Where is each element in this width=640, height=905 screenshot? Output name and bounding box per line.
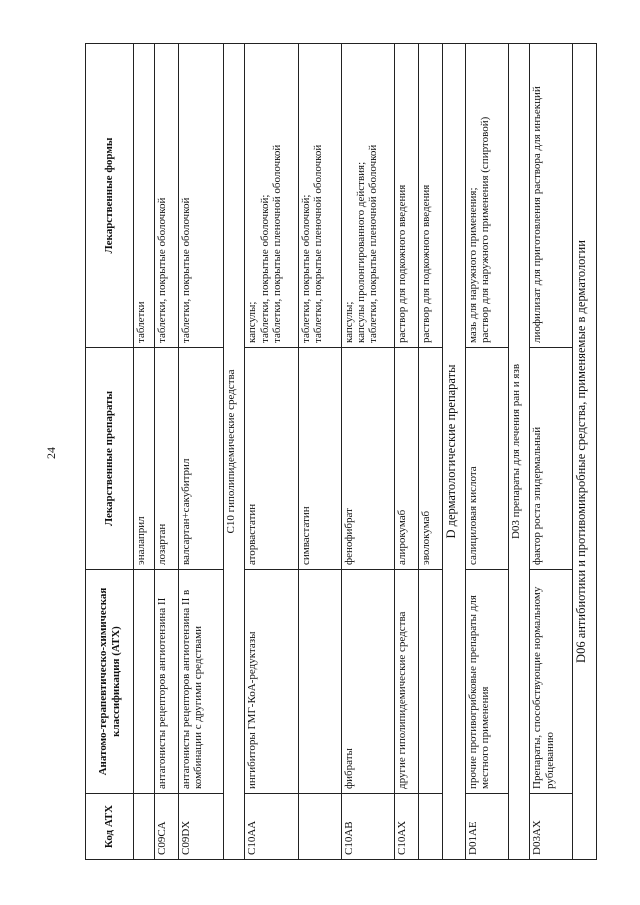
dosage-forms: раствор для подкожного введения	[395, 44, 419, 348]
table-row	[530, 44, 573, 860]
dosage-forms: раствор для подкожного введения	[419, 44, 443, 348]
atc-classification: прочие противогрибковые препараты для местного применения	[466, 570, 509, 794]
dosage-forms: капсулы; капсулы пролонгированного действия; таблетки, покрытые пленочной оболочкой	[341, 44, 395, 348]
atc-classification: антагонисты рецепторов ангиотензина II	[155, 570, 179, 794]
dosage-forms: лиофилизат для приготовления раствора для инъекций	[530, 44, 573, 348]
atc-table	[85, 43, 597, 860]
atc-code: C09CA	[155, 794, 179, 860]
atc-classification: фибраты	[341, 570, 395, 794]
atc-code: C09DX	[179, 794, 224, 860]
section-row	[224, 44, 245, 860]
atc-classification: ингибиторы ГМГ-КоА-редуктазы	[245, 570, 299, 794]
atc-code: C10AX	[395, 794, 419, 860]
atc-code: C10AB	[341, 794, 395, 860]
atc-classification	[419, 570, 443, 794]
section-heading: D06 антибиотики и противомикробные средства, применяемые в дерматологии	[573, 44, 597, 860]
dosage-forms: таблетки, покрытые оболочкой	[179, 44, 224, 348]
atc-code	[299, 794, 342, 860]
dosage-forms: капсулы; таблетки, покрытые оболочкой; таблетки, покрытые пленочной оболочкой	[245, 44, 299, 348]
atc-code	[419, 794, 443, 860]
drug-name: валсартан+сакубитрил	[179, 348, 224, 570]
page-number: 24	[43, 447, 58, 459]
header-classification: Анатомо-терапевтическо-химическая классификация (АТХ)	[86, 570, 134, 794]
section-heading: D03 препараты для лечения ран и язв	[509, 44, 530, 860]
header-code: Код АТХ	[86, 794, 134, 860]
section-row	[509, 44, 530, 860]
drug-name: эволокумаб	[419, 348, 443, 570]
atc-classification	[299, 570, 342, 794]
table-row	[155, 44, 179, 860]
table-row	[419, 44, 443, 860]
section-heading: D дерматологические препараты	[442, 44, 466, 860]
table-row	[341, 44, 395, 860]
drug-name: алирокумаб	[395, 348, 419, 570]
atc-code: C10AA	[245, 794, 299, 860]
drug-name: салициловая кислота	[466, 348, 509, 570]
section-heading: C10 гиполипидемические средства	[224, 44, 245, 860]
drug-name: аторвастатин	[245, 348, 299, 570]
atc-classification: Препараты, способствующие нормальному рубцеванию	[530, 570, 573, 794]
atc-code: D03AX	[530, 794, 573, 860]
drug-name: лозартан	[155, 348, 179, 570]
table-row	[134, 44, 155, 860]
dosage-forms: таблетки, покрытые оболочкой	[155, 44, 179, 348]
dosage-forms: таблетки, покрытые оболочкой; таблетки, покрытые пленочной оболочкой	[299, 44, 342, 348]
section-row	[442, 44, 466, 860]
table-row	[466, 44, 509, 860]
table-header-row	[86, 44, 134, 860]
drug-name: фактор роста эпидермальный	[530, 348, 573, 570]
drug-name: эналаприл	[134, 348, 155, 570]
drug-name: симвастатин	[299, 348, 342, 570]
atc-classification: антагонисты рецепторов ангиотензина II в комбинации с другими средствами	[179, 570, 224, 794]
table-row	[299, 44, 342, 860]
atc-classification	[134, 570, 155, 794]
table-row	[179, 44, 224, 860]
dosage-forms: таблетки	[134, 44, 155, 348]
table-row	[245, 44, 299, 860]
dosage-forms: мазь для наружного применения; раствор для наружного применения (спиртовой)	[466, 44, 509, 348]
drug-name: фенофибрат	[341, 348, 395, 570]
section-row	[573, 44, 597, 860]
table-row	[395, 44, 419, 860]
rotated-table-container	[85, 44, 597, 860]
atc-code: D01AE	[466, 794, 509, 860]
atc-code	[134, 794, 155, 860]
header-forms: Лекарственные формы	[86, 44, 134, 348]
atc-classification: другие гиполипидемические средства	[395, 570, 419, 794]
header-preparations: Лекарственные препараты	[86, 348, 134, 570]
